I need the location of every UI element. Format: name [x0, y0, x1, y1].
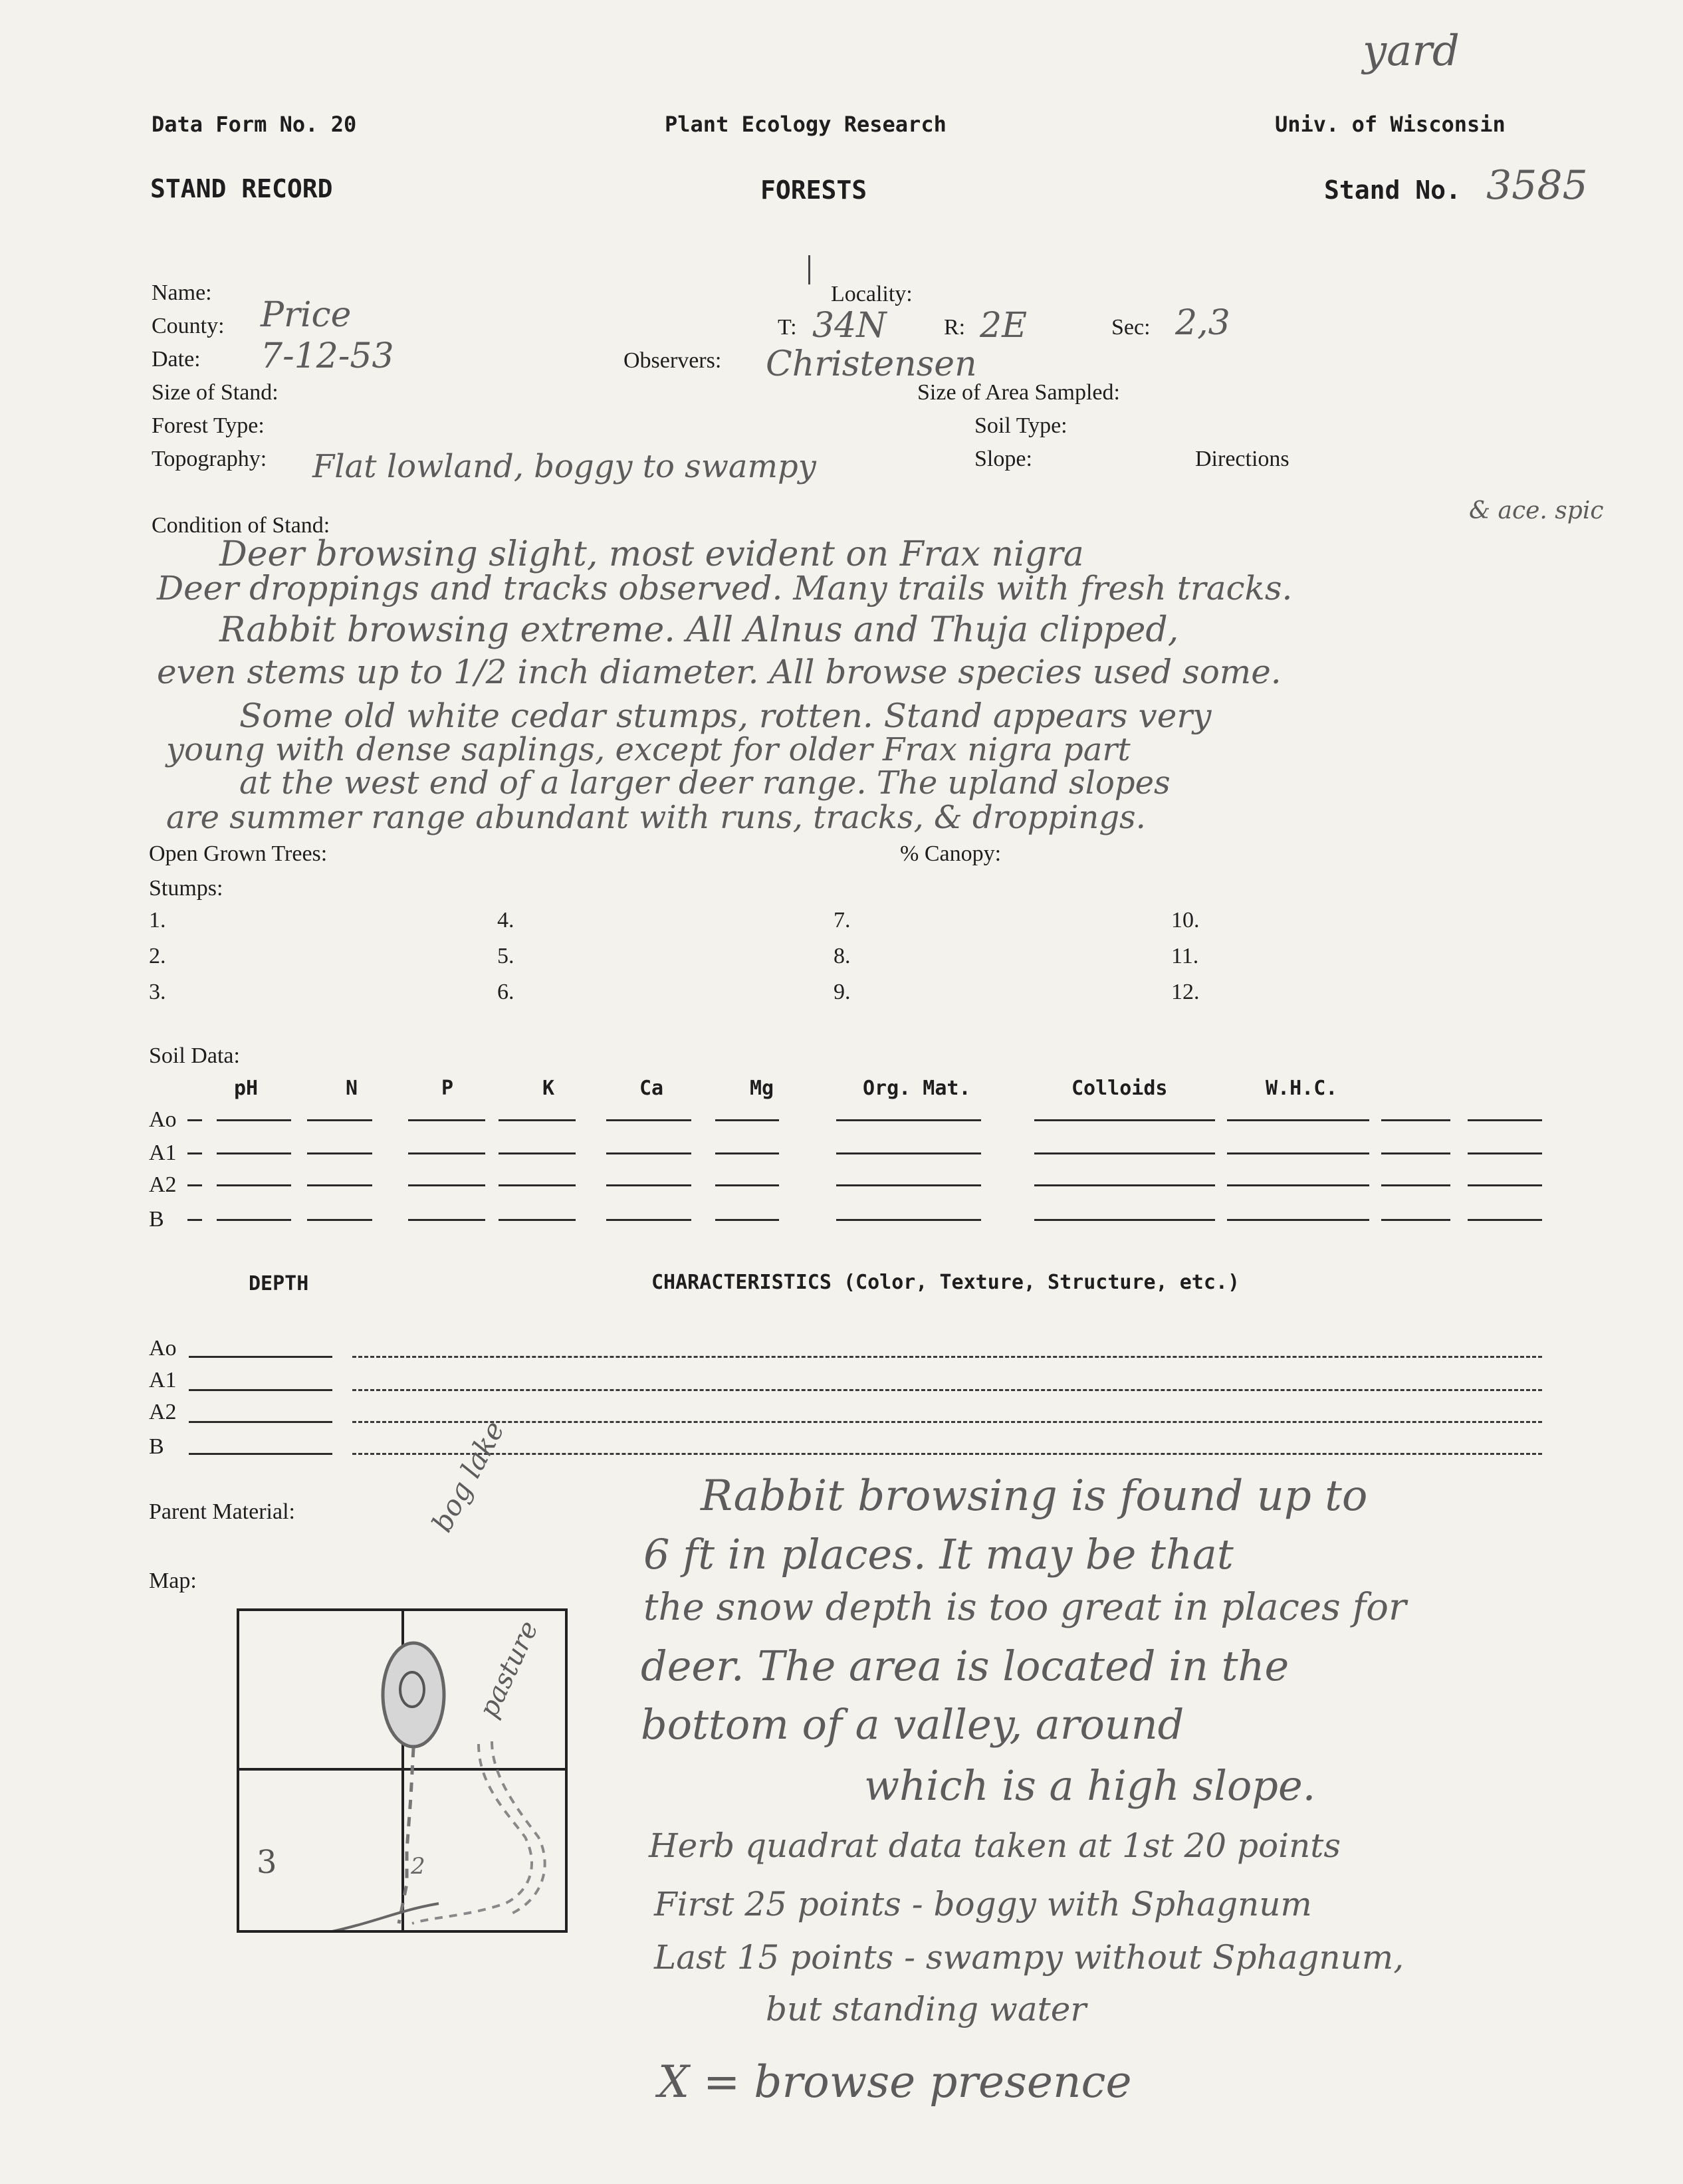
- soil-col-header: N: [346, 1077, 358, 1100]
- township-value: 34N: [812, 306, 887, 346]
- soil-entry-line: [715, 1119, 779, 1121]
- soil-entry-line: [307, 1152, 372, 1154]
- condition-line-3: Rabbit browsing extreme. All Alnus and Thuja clipped,: [219, 610, 1179, 650]
- stump-number: 10.: [1171, 908, 1200, 932]
- forest-type-label: Forest Type:: [152, 413, 265, 438]
- depth-entry-line: [189, 1389, 332, 1391]
- top-note: yard: [1363, 27, 1460, 76]
- soil-entry-line: [715, 1152, 779, 1154]
- soil-entry-line: [1227, 1119, 1369, 1121]
- soil-row-lead: [187, 1119, 202, 1121]
- note-line-9: Last 15 points - swampy without Sphagnum,: [654, 1938, 1404, 1977]
- soil-col-header: Mg: [750, 1077, 774, 1100]
- depth-entry-line: [189, 1356, 332, 1358]
- stump-number: 5.: [497, 944, 514, 968]
- characteristics-label: CHARACTERISTICS (Color, Texture, Structure, etc.): [651, 1271, 1240, 1294]
- stand-number-label: Stand No.: [1324, 175, 1461, 205]
- soil-entry-line: [408, 1184, 485, 1186]
- center-tick: [808, 255, 810, 284]
- record-title: STAND RECORD: [150, 174, 333, 203]
- topography-value: Flat lowland, boggy to swampy: [312, 448, 816, 485]
- soil-row-lead: [187, 1219, 202, 1221]
- note-line-11: X = browse presence: [658, 2056, 1132, 2108]
- soil-entry-line: [217, 1119, 291, 1121]
- topography-label: Topography:: [152, 447, 267, 471]
- soil-entry-line: [1381, 1184, 1450, 1186]
- soil-entry-line: [606, 1119, 691, 1121]
- stump-number: 11.: [1171, 944, 1199, 968]
- soil-entry-line: [307, 1119, 372, 1121]
- note-line-3: the snow depth is too great in places for: [643, 1586, 1406, 1629]
- soil-entry-line: [606, 1152, 691, 1154]
- soil-entry-line: [499, 1184, 576, 1186]
- map-quadrant-2: 2: [411, 1853, 425, 1880]
- slope-label: Slope:: [974, 447, 1032, 471]
- range-value: 2E: [980, 306, 1028, 346]
- soil-entry-line: [836, 1152, 981, 1154]
- note-line-5: bottom of a valley, around: [641, 1700, 1184, 1749]
- map-quadrant-3: 3: [257, 1844, 277, 1881]
- soil-entry-line: [1468, 1119, 1542, 1121]
- stump-number: 9.: [834, 980, 851, 1004]
- township-label: T:: [778, 315, 797, 340]
- trail-path: [399, 1748, 413, 1923]
- soil-col-header: W.H.C.: [1266, 1077, 1338, 1100]
- soil-entry-line: [1381, 1119, 1450, 1121]
- soil-entry-line: [408, 1119, 485, 1121]
- note-line-10: but standing water: [766, 1990, 1087, 2028]
- soil-entry-line: [1034, 1152, 1215, 1154]
- condition-line-7: at the west end of a larger deer range. The upland slopes: [239, 764, 1171, 802]
- depth-row-label: A1: [149, 1368, 177, 1392]
- canopy-label: % Canopy:: [900, 841, 1002, 866]
- range-label: R:: [944, 315, 966, 340]
- soil-entry-line: [1381, 1152, 1450, 1154]
- soil-entry-line: [1227, 1152, 1369, 1154]
- stump-number: 1.: [149, 908, 166, 932]
- stump-number: 8.: [834, 944, 851, 968]
- soil-row-label: B: [149, 1207, 164, 1232]
- note-line-2: 6 ft in places. It may be that: [643, 1530, 1234, 1579]
- soil-entry-line: [836, 1119, 981, 1121]
- name-label: Name:: [152, 280, 212, 305]
- directions-label: Directions: [1195, 447, 1290, 471]
- soil-col-header: Org. Mat.: [863, 1077, 971, 1100]
- form-number: Data Form No. 20: [152, 112, 357, 137]
- soil-col-header: P: [441, 1077, 454, 1100]
- soil-entry-line: [217, 1152, 291, 1154]
- stump-number: 4.: [497, 908, 514, 932]
- soil-entry-line: [1034, 1219, 1215, 1221]
- soil-col-header: Ca: [639, 1077, 664, 1100]
- soil-entry-line: [836, 1184, 981, 1186]
- condition-label: Condition of Stand:: [152, 513, 330, 538]
- date-label: Date:: [152, 347, 201, 372]
- soil-entry-line: [715, 1219, 779, 1221]
- soil-entry-line: [1468, 1152, 1542, 1154]
- county-label: County:: [152, 314, 225, 338]
- soil-entry-line: [499, 1219, 576, 1221]
- characteristics-entry-line: [352, 1453, 1542, 1455]
- stump-number: 6.: [497, 980, 514, 1004]
- soil-entry-line: [1227, 1219, 1369, 1221]
- stumps-label: Stumps:: [149, 876, 223, 901]
- soil-entry-line: [606, 1184, 691, 1186]
- depth-row-label: Ao: [149, 1336, 177, 1361]
- date-value: 7-12-53: [261, 336, 394, 376]
- soil-entry-line: [408, 1152, 485, 1154]
- university: Univ. of Wisconsin: [1275, 112, 1506, 137]
- note-line-8: First 25 points - boggy with Sphagnum: [654, 1885, 1312, 1923]
- condition-line-5: Some old white cedar stumps, rotten. Stand appears very: [239, 697, 1212, 735]
- observers-value: Christensen: [766, 344, 977, 384]
- soil-entry-line: [307, 1184, 372, 1186]
- soil-col-header: Colloids: [1071, 1077, 1168, 1100]
- stump-number: 12.: [1171, 980, 1200, 1004]
- characteristics-entry-line: [352, 1389, 1542, 1391]
- soil-row-label: Ao: [149, 1107, 177, 1132]
- county-value: Price: [261, 295, 352, 335]
- organization: Plant Ecology Research: [665, 112, 947, 137]
- soil-entry-line: [715, 1184, 779, 1186]
- soil-entry-line: [217, 1184, 291, 1186]
- characteristics-entry-line: [352, 1421, 1542, 1423]
- open-grown-trees-label: Open Grown Trees:: [149, 841, 328, 866]
- soil-entry-line: [499, 1119, 576, 1121]
- stump-number: 3.: [149, 980, 166, 1004]
- soil-data-label: Soil Data:: [149, 1043, 240, 1068]
- soil-entry-line: [606, 1219, 691, 1221]
- map-note-bog-lake: bog lake: [425, 1416, 511, 1538]
- soil-entry-line: [307, 1219, 372, 1221]
- soil-entry-line: [408, 1219, 485, 1221]
- soil-row-label: A2: [149, 1172, 177, 1197]
- stump-number: 7.: [834, 908, 851, 932]
- parent-material-label: Parent Material:: [149, 1499, 295, 1524]
- stump-number: 2.: [149, 944, 166, 968]
- depth-row-label: A2: [149, 1400, 177, 1424]
- note-line-7: Herb quadrat data taken at 1st 20 points: [649, 1826, 1341, 1865]
- soil-entry-line: [1034, 1184, 1215, 1186]
- characteristics-entry-line: [352, 1356, 1542, 1358]
- soil-row-lead: [187, 1184, 202, 1186]
- observers-label: Observers:: [623, 348, 722, 373]
- soil-type-label: Soil Type:: [974, 413, 1067, 438]
- soil-row-label: A1: [149, 1141, 177, 1165]
- soil-entry-line: [1227, 1184, 1369, 1186]
- condition-line-4: even stems up to 1/2 inch diameter. All browse species used some.: [157, 653, 1282, 691]
- condition-line-1: Deer browsing slight, most evident on Frax nigra: [219, 534, 1084, 574]
- depth-row-label: B: [149, 1434, 164, 1459]
- map-label: Map:: [149, 1569, 197, 1593]
- size-of-stand-label: Size of Stand:: [152, 380, 279, 405]
- condition-insert-note: & ace. spic: [1469, 497, 1604, 524]
- size-area-label: Size of Area Sampled:: [917, 380, 1120, 405]
- stand-number-value: 3585: [1486, 162, 1588, 209]
- condition-line-6: young with dense saplings, except for older Frax nigra part: [166, 731, 1131, 768]
- depth-entry-line: [189, 1453, 332, 1455]
- map-note-pasture: pasture: [473, 1616, 545, 1723]
- soil-entry-line: [1468, 1184, 1542, 1186]
- condition-line-8: are summer range abundant with runs, tracks, & droppings.: [166, 799, 1146, 836]
- category-title: FORESTS: [760, 175, 867, 205]
- soil-col-header: K: [542, 1077, 555, 1100]
- note-line-4: deer. The area is located in the: [641, 1642, 1290, 1690]
- bog-lake-shape: [383, 1643, 444, 1747]
- soil-entry-line: [1034, 1119, 1215, 1121]
- note-line-1: Rabbit browsing is found up to: [701, 1472, 1368, 1521]
- soil-entry-line: [1468, 1219, 1542, 1221]
- soil-row-lead: [187, 1152, 202, 1154]
- locality-label: Locality:: [831, 282, 913, 306]
- depth-entry-line: [189, 1421, 332, 1423]
- soil-entry-line: [499, 1152, 576, 1154]
- note-line-6: which is a high slope.: [864, 1761, 1316, 1810]
- soil-entry-line: [836, 1219, 981, 1221]
- depth-label: DEPTH: [249, 1272, 309, 1295]
- soil-col-header: pH: [234, 1077, 259, 1100]
- section-label: Sec:: [1111, 315, 1151, 340]
- soil-entry-line: [217, 1219, 291, 1221]
- condition-line-2: Deer droppings and tracks observed. Many trails with fresh tracks.: [157, 569, 1293, 607]
- section-value: 2,3: [1175, 303, 1230, 343]
- soil-entry-line: [1381, 1219, 1450, 1221]
